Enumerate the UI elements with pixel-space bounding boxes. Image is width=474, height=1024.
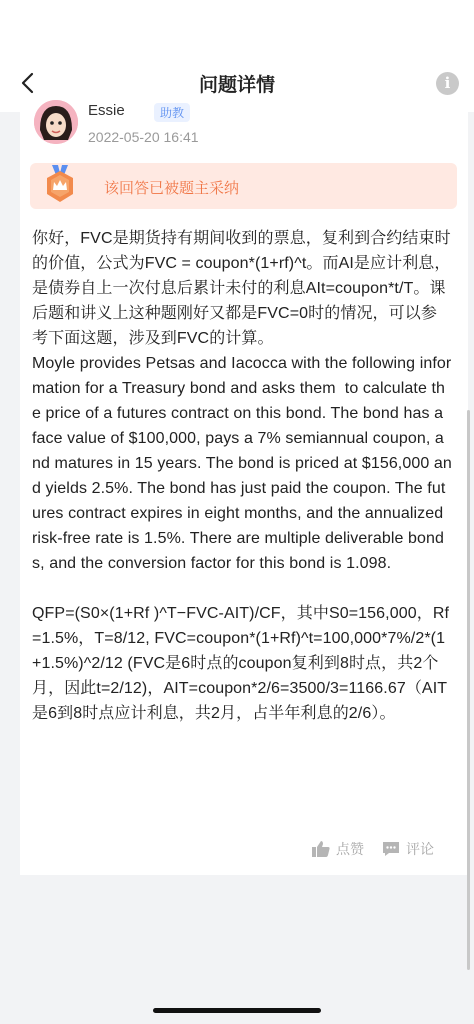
medal-icon	[38, 165, 82, 207]
like-label: 点赞	[336, 841, 364, 857]
answer-card	[20, 102, 468, 875]
answer-body: 你好，FVC是期货持有期间收到的票息，复利到合约结束时的价值，公式为FVC = coupon*(1+rf)^t。而AI是应计利息，是债券自上一次付息后累计未付的利息AIt=coupon*t/T。课后题和讲义上这种题刚好又都是FVC=0时的情况，可以参考下面这题，涉及到FVC的计算。 Moyle provides Petsas and Iacocca with the following information for a Treasury bond and asks them to calculate the price of a futures contract on this bond. The bond has a face value of $100,000, pays a 7% semiannual coupon, and matures in 15 years. The bond is priced at $156,000 and yields 2.5%. The bond has just paid the coupon. The futures contract expires in eight months, and the annualized risk-free rate is 1.5%. There are multiple deliverable bonds, and the conversion factor for this bond is 1.098. QFP=(S0×(1+Rf )^T−FVC-AIT)/CF，其中S0=156,000，Rf=1.5%，T=8/12, FVC=coupon*(1+Rf)^t=100,000*7%/2*(1+1.5%)^2/12 (FVC是6时点的coupon复利到8时点，共2个月，因此t=2/12)，AIT=coupon*2/6=3500/3=1166.67（AIT是6到8时点应计利息，共2月，占半年利息的2/6）。	[32, 230, 452, 722]
comment-label: 评论	[406, 841, 434, 857]
user-name[interactable]: Essie	[88, 102, 125, 119]
top-nav-bar	[0, 0, 474, 112]
scrollbar[interactable]	[467, 410, 470, 970]
comment-icon	[382, 841, 400, 857]
info-icon[interactable]: i	[436, 72, 459, 95]
accepted-label: 该回答已被题主采纳	[104, 180, 240, 197]
accepted-answer-banner	[30, 163, 457, 209]
thumbs-up-icon	[312, 841, 330, 857]
comment-button[interactable]	[382, 839, 434, 859]
page-title: 问题详情	[198, 75, 275, 96]
action-bar	[312, 839, 434, 859]
like-button[interactable]	[312, 839, 364, 859]
post-timestamp: 2022-05-20 16:41	[88, 129, 199, 145]
avatar[interactable]	[34, 100, 78, 144]
role-badge: 助教	[154, 103, 190, 122]
home-indicator[interactable]	[153, 1008, 321, 1013]
